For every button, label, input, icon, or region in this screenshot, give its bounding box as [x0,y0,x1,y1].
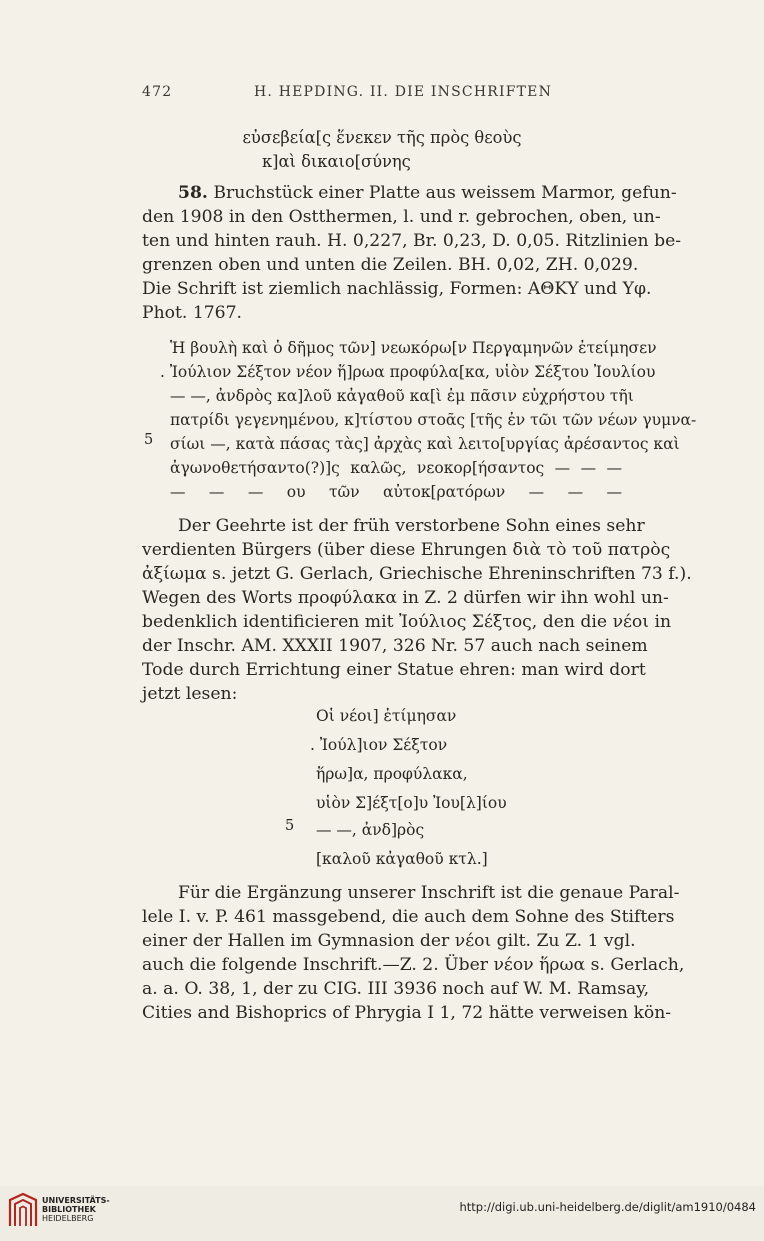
entry-text: Bruchstück einer Platte aus weissem Marmor, gefun- [207,183,677,203]
running-title: H. HEPDING. II. DIE INSCHRIFTEN [254,84,553,100]
running-header [142,84,622,108]
library-name [42,1196,110,1223]
entry-line: grenzen oben und unten die Zeilen. BH. 0,02, ZH. 0,029. [142,255,639,275]
inscription-line: Ἡ βουλὴ καὶ ὁ δῆμος τῶν] νεωκόρω[ν Περγαμηνῶν ἐτείμησεν [170,339,657,357]
inscription-line: . Ἰούλιον Σέξτον νέον ἥ]ρωα προφύλα[κα, υἱὸν Σέξτου Ἰουλίου [160,363,656,381]
entry-line: Die Schrift ist ziemlich nachlässig, Formen: ΑΘΚΥ und Υφ. [142,279,652,299]
university-library-logo-icon [8,1192,38,1228]
footer-bar [0,1186,764,1241]
restoration-line: Οἱ νέοι] ἐτίμησαν [316,707,457,725]
paragraph-line: Wegen des Worts προφύλακα in Z. 2 dürfen wir ihn wohl un- [142,588,669,608]
inscription-line: — —, ἀνδρὸς κα]λοῦ κἀγαθοῦ κα[ὶ ἐμ πᾶσιν εὐχρήστου τῆι [170,387,634,405]
paragraph-line: der Inschr. AM. XXXII 1907, 326 Nr. 57 auch nach seinem [142,636,648,656]
inscription-line: σίωι —, κατὰ πάσας τὰς] ἀρχὰς καὶ λειτο[υργίας ἀρέσαντος καὶ [170,435,680,453]
entry-line: ten und hinten rauh. H. 0,227, Br. 0,23, D. 0,05. Ritzlinien be- [142,231,682,251]
library-name-line: BIBLIOTHEK [42,1205,96,1214]
paragraph-line: lele I. v. P. 461 massgebend, die auch dem Sohne des Stifters [142,907,675,927]
page-number: 472 [142,84,173,100]
restoration-line: — —, ἀνδ]ρὸς [316,821,425,839]
paragraph-line: verdienten Bürgers (über diese Ehrungen διὰ τὸ τοῦ πατρὸς [142,540,671,560]
paragraph-line: Der Geehrte ist der früh verstorbene Sohn eines sehr [178,516,645,536]
paragraph-line: Tode durch Errichtung einer Statue ehren: man wird dort [142,660,646,680]
greek-line: κ]αὶ δικαιο[σύνης [262,152,411,171]
line-number: 5 [144,432,154,448]
entry-first-line [178,181,677,205]
library-name-line: UNIVERSITÄTS- [42,1196,110,1205]
paragraph-line: Cities and Bishoprics of Phrygia I 1, 72 hätte verweisen kön- [142,1003,672,1023]
paragraph-line: jetzt lesen: [142,684,238,704]
paragraph-line: auch die folgende Inschrift.—Z. 2. Über νέον ἥρωα s. Gerlach, [142,955,685,975]
paragraph-line: einer der Hallen im Gymnasion der νέοι gilt. Zu Z. 1 vgl. [142,931,636,951]
greek-line: εὐσεβεία[ς ἕνεκεν τῆς πρὸς θεοὺς [242,128,522,147]
inscription-line: — — — ου τῶν αὐτοκ[ρατόρων — — — [170,483,622,501]
paragraph-line: a. a. O. 38, 1, der zu CIG. III 3936 noch auf W. M. Ramsay, [142,979,650,999]
entry-number: 58. [178,183,208,203]
restoration-line: . Ἰούλ]ιον Σέξτον [310,736,448,754]
library-name-line: HEIDELBERG [42,1214,94,1223]
inscription-line: ἀγωνοθετήσαντο(?)]ς καλῶς, νεοκορ[ήσαντος — — — [170,459,622,477]
paragraph-line: Für die Ergänzung unserer Inschrift ist die genaue Paral- [178,883,680,903]
entry-line: Phot. 1767. [142,303,243,323]
paragraph-line: ἀξίωμα s. jetzt G. Gerlach, Griechische Ehreninschriften 73 f.). [142,564,692,584]
line-number: 5 [285,818,295,834]
restoration-line: [καλοῦ κἀγαθοῦ κτλ.] [316,850,488,868]
restoration-line: υἱὸν Σ]έξτ[ο]υ Ἰου[λ]ίου [316,794,507,812]
inscription-line: πατρίδι γεγενημένου, κ]τίστου στοᾶς [τῆς ἐν τῶι τῶν νέων γυμνα- [170,411,697,429]
paragraph-line: bedenklich identificieren mit Ἰούλιος Σέξτος, den die νέοι in [142,612,672,632]
source-url-link[interactable]: http://digi.ub.uni-heidelberg.de/diglit/am1910/0484 [459,1200,756,1214]
entry-line: den 1908 in den Ostthermen, l. und r. gebrochen, oben, un- [142,207,661,227]
restoration-line: ἥρω]α, προφύλακα, [316,765,468,783]
